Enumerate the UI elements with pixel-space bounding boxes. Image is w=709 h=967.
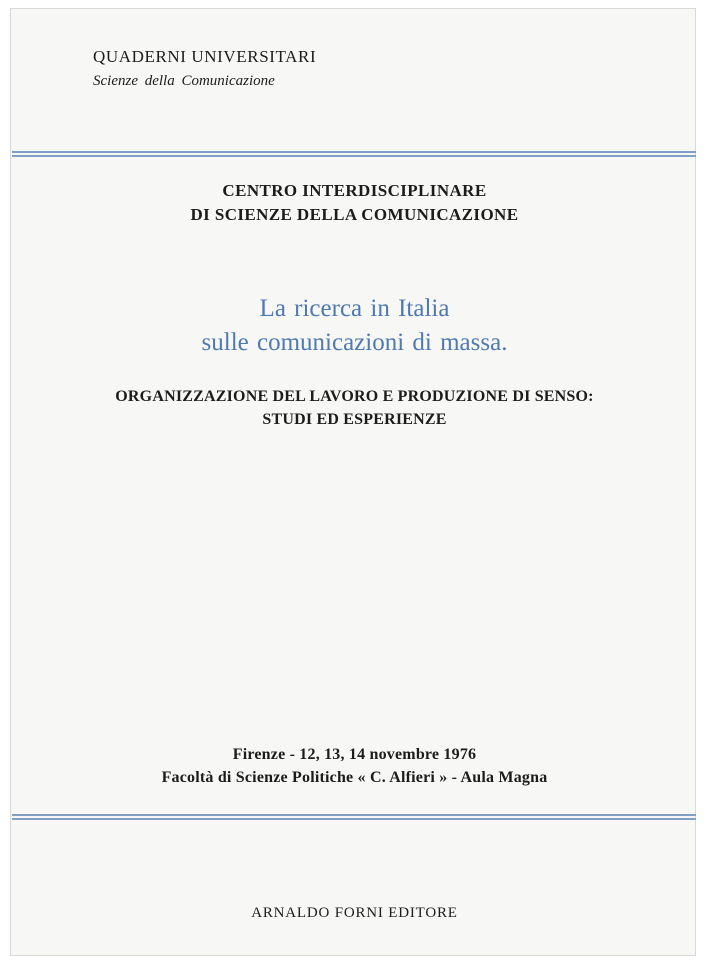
organization-line-1: CENTRO INTERDISCIPLINARE [222,181,487,200]
book-subtitle [0,385,709,431]
event-venue: Facoltà di Scienze Politiche « C. Alfieri » - Aula Magna [161,769,548,786]
organization-line-2: DI SCIENZE DELLA COMUNICAZIONE [190,205,519,224]
organization-block [0,179,709,227]
publisher-name: ARNALDO FORNI EDITORE [251,905,458,921]
series-title: QUADERNI UNIVERSITARI [93,47,317,66]
series-subtitle: Scienze della Comunicazione [93,73,275,89]
main-title-line-1: La ricerca in Italia [259,295,450,322]
main-title [0,292,709,360]
event-info [0,743,709,789]
subtitle-line-1: ORGANIZZAZIONE DEL LAVORO E PRODUZIONE DI SENSO: [115,388,594,405]
subtitle-line-2: STUDI ED ESPERIENZE [262,411,447,428]
bottom-double-rule [12,814,696,820]
top-double-rule [12,151,696,157]
event-place-date: Firenze - 12, 13, 14 novembre 1976 [232,746,477,763]
main-title-line-2: sulle comunicazioni di massa. [201,329,508,356]
